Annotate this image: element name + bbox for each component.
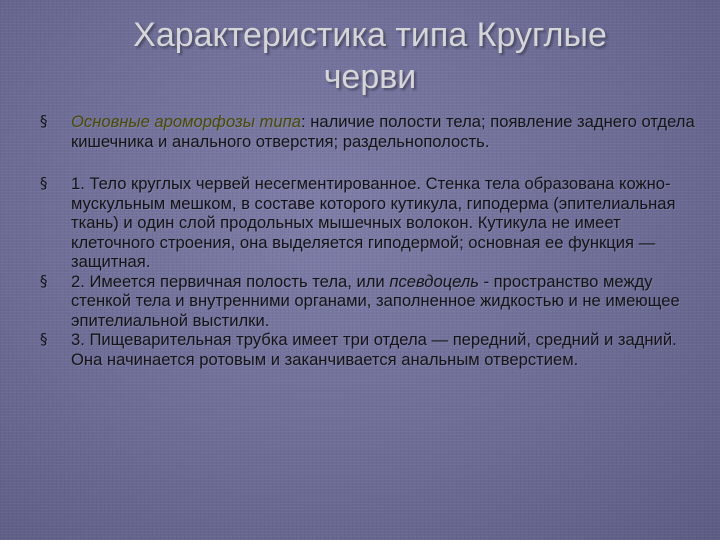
point-2-term: псевдоцель bbox=[389, 271, 479, 291]
aromorphoses-text: : наличие полости тела; появление заднего отдела кишечника и анального отверстия; раздельнополость. bbox=[71, 112, 695, 151]
bullet-point-2 bbox=[38, 272, 698, 331]
section-sign-icon: § bbox=[40, 330, 48, 348]
point-3-text: 3. Пищеварительная трубка имеет три отдела — передний, средний и задний. Она начинается ротовым и заканчивается анальным отверстием. bbox=[71, 330, 677, 369]
slide-body bbox=[38, 112, 698, 369]
bullet-point-aromorphoses bbox=[38, 112, 698, 151]
slide-title bbox=[60, 14, 680, 98]
point-2-text-before: 2. Имеется первичная полость тела, или bbox=[71, 271, 390, 291]
bullet-point-1 bbox=[38, 174, 698, 272]
section-sign-icon: § bbox=[40, 112, 48, 130]
point-2-text-after: - пространство между стенкой тела и внутренними органами, заполненное жидкостью и не имеющее эпителиальной выстилки. bbox=[71, 271, 680, 330]
title-line-2: черви bbox=[323, 58, 417, 96]
title-line-1: Характеристика типа Круглые bbox=[133, 16, 607, 54]
bullet-point-3 bbox=[38, 330, 698, 369]
section-sign-icon: § bbox=[40, 271, 48, 290]
section-sign-icon: § bbox=[40, 174, 48, 192]
aromorphoses-lead: Основные ароморфозы типа bbox=[71, 112, 301, 131]
point-1-text: 1. Тело круглых червей несегментированное. Стенка тела образована кожно-мускульным мешком, в составе которого кутикула, гиподерма (эпителиальная ткань) и один слой продольных мышечных волокон. Кутикула не имеет клеточного строения, она выделяется гиподермой; основная ее функция — защитная. bbox=[71, 174, 676, 271]
